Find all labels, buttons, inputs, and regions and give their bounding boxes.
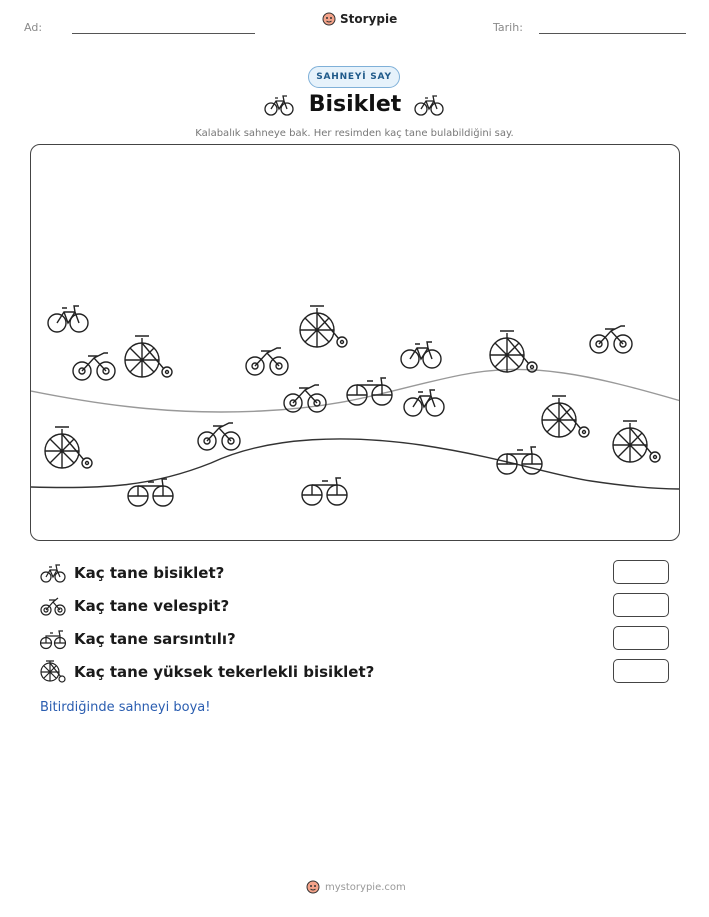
question-row-2 <box>40 593 229 619</box>
brand-logo <box>322 12 397 26</box>
question-text-4: Kaç tane yüksek tekerlekli bisiklet? <box>74 663 375 681</box>
name-line[interactable] <box>72 33 255 34</box>
brand-name: Storypie <box>340 12 398 26</box>
finish-instruction: Bitirdiğinde sahneyi boya! <box>40 700 211 715</box>
boneshaker-icon <box>40 628 66 650</box>
question-text-2: Kaç tane velespit? <box>74 597 230 615</box>
answer-box-3[interactable] <box>613 626 669 650</box>
instructions: Kalabalık sahneye bak. Her resimden kaç tane bulabildiğini say. <box>195 128 514 139</box>
footer-mascot-icon <box>306 880 320 894</box>
page-title: Bisiklet <box>308 92 402 117</box>
answer-box-4[interactable] <box>613 659 669 683</box>
storypie-mascot-icon <box>322 12 336 26</box>
velocipede-icon <box>40 595 66 617</box>
name-label: Ad: <box>24 21 43 34</box>
penny-farthing-icon <box>40 660 66 684</box>
footer <box>306 880 406 894</box>
question-text-3: Kaç tane sarsıntılı? <box>74 630 236 648</box>
date-label: Tarih: <box>493 21 523 34</box>
footer-url: mystorypie.com <box>325 881 406 893</box>
activity-badge: SAHNEYİ SAY <box>308 66 400 88</box>
answer-box-1[interactable] <box>613 560 669 584</box>
question-row-1 <box>40 560 224 586</box>
question-row-4 <box>40 659 374 685</box>
counting-scene[interactable] <box>30 144 680 541</box>
question-row-3 <box>40 626 236 652</box>
answer-box-2[interactable] <box>613 593 669 617</box>
question-text-1: Kaç tane bisiklet? <box>74 564 225 582</box>
date-line[interactable] <box>539 33 686 34</box>
scene-illustration <box>31 145 680 541</box>
bicycle-icon <box>40 562 66 584</box>
bicycle-title-icon-right <box>414 93 444 117</box>
